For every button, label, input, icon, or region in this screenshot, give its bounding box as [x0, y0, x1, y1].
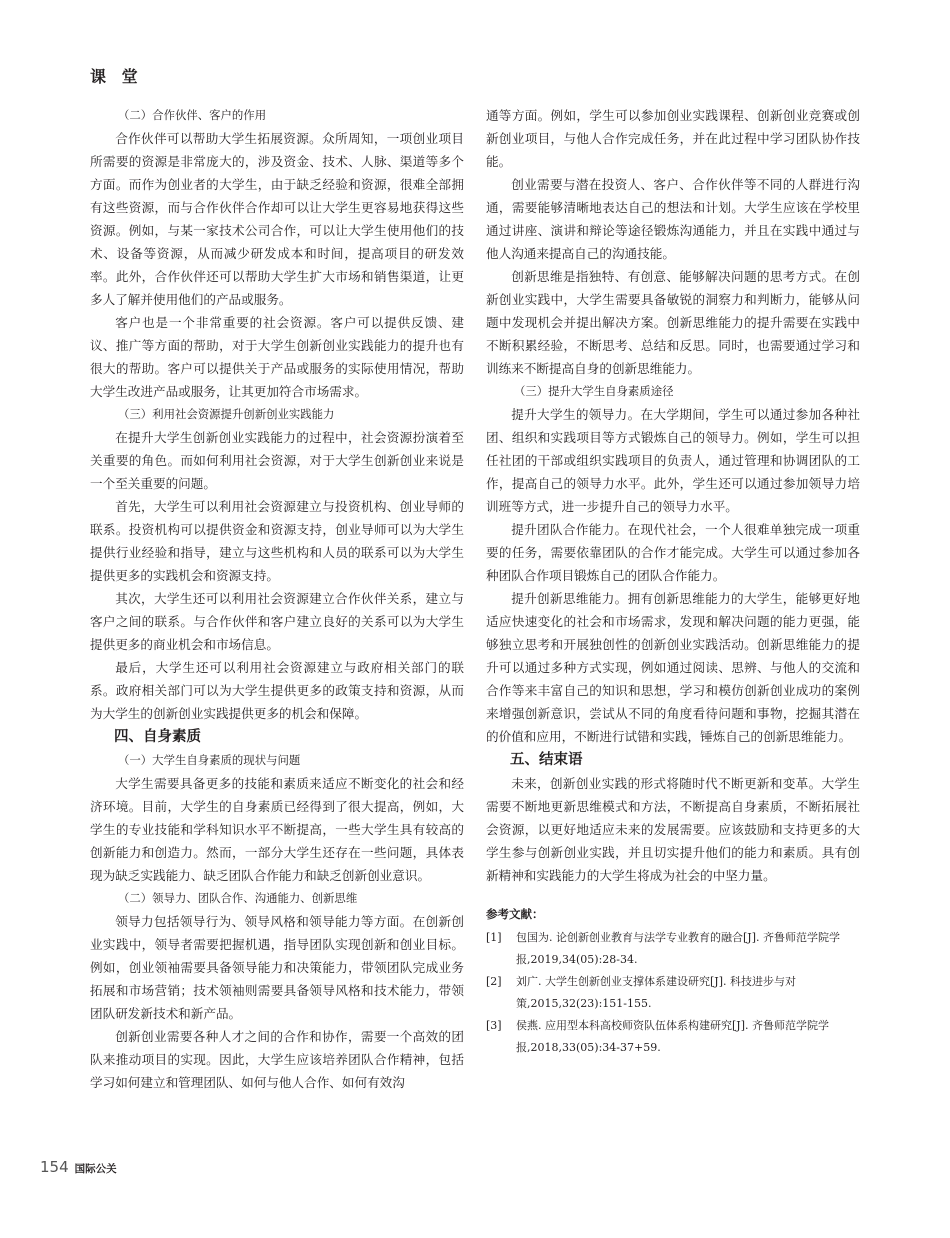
paragraph: 其次，大学生还可以利用社会资源建立合作伙伴关系，建立与客户之间的联系。与合作伙伴和客户建立良好的关系可以为大学生提供更多的商业机会和市场信息。 — [90, 591, 464, 652]
reference-number: [2] — [486, 975, 502, 988]
references-title: 参考文献： — [486, 907, 544, 921]
page-number: 154 — [40, 1158, 69, 1176]
subheading-improvement-ways: （三）提升大学生自身素质途径 — [514, 384, 674, 398]
paragraph: 在提升大学生创新创业实践能力的过程中，社会资源扮演着至关重要的角色。而如何利用社会资源，对于大学生创新创业来说是一个至关重要的问题。 — [90, 430, 464, 491]
paragraph: 合作伙伴可以帮助大学生拓展资源。众所周知，一项创业项目所需要的资源是非常庞大的，涉及资金、技术、人脉、渠道等多个方面。而作为创业者的大学生，由于缺乏经验和资源，很难全部拥有这些资源，而与合作伙伴合作却可以让大学生更容易地获得这些资源。例如，与某一家技术公司合作，可以让大学生使用他们的技术、设备等资源，从而减少研发成本和时间，提高项目的研发效率。此外，合作伙伴还可以帮助大学生扩大市场和销售渠道，让更多人了解并使用他们的产品或服务。 — [90, 131, 464, 307]
subheading-current-state: （一）大学生自身素质的现状与问题 — [118, 753, 301, 767]
left-column — [90, 104, 464, 1094]
subheading-partners: （二）合作伙伴、客户的作用 — [118, 108, 267, 122]
paragraph: 创业需要与潜在投资人、客户、合作伙伴等不同的人群进行沟通，需要能够清晰地表达自己的想法和计划。大学生应该在学校里通过讲座、演讲和辩论等途径锻炼沟通能力，并且在实践中通过与他人沟通来提高自己的沟通技能。 — [486, 177, 860, 261]
section-heading-5: 五、结束语 — [510, 752, 583, 768]
reference-number: [1] — [486, 931, 502, 944]
paragraph: 创新创业需要各种人才之间的合作和协作，需要一个高效的团队来推动项目的实现。因此，大学生应该培养团队合作精神，包括学习如何建立和管理团队、如何与他人合作、如何有效沟 — [90, 1029, 464, 1090]
reference-text: 刘广. 大学生创新创业支撑体系建设研究[J]. 科技进步与对策,2015,32(23):151-155. — [516, 975, 796, 1010]
paragraph: 未来，创新创业实践的形式将随时代不断更新和变革。大学生需要不断地更新思维模式和方法，不断提高自身素质，不断拓展社会资源，以更好地适应未来的发展需要。应该鼓励和支持更多的大学生参与创新创业实践，并且切实提升他们的能力和素质。具有创新精神和实践能力的大学生将成为社会的中坚力量。 — [486, 776, 860, 883]
section-heading-4: 四、自身素质 — [114, 729, 201, 745]
paragraph: 提升创新思维能力。拥有创新思维能力的大学生，能够更好地适应快速变化的社会和市场需求，发现和解决问题的能力更强，能够独立思考和开展独创性的创新创业实践活动。创新思维能力的提升可以通过多种方式实现，例如通过阅读、思辨、与他人的交流和合作等来丰富自己的知识和思想，学习和模仿创新创业成功的案例来增强创新意识，尝试从不同的角度看待问题和事物，挖掘其潜在的价值和应用，不断进行试错和实践，锤炼自己的创新思维能力。 — [486, 591, 860, 744]
paragraph: 创新思维是指独特、有创意、能够解决问题的思考方式。在创新创业实践中，大学生需要具备敏锐的洞察力和判断力，能够从问题中发现机会并提出解决方案。创新思维能力的提升需要在实践中不断积累经验，不断思考、总结和反思。同时，也需要通过学习和训练来不断提高自身的创新思维能力。 — [486, 269, 860, 376]
paragraph-continued: 通等方面。例如，学生可以参加创业实践课程、创新创业竞赛或创新创业项目，与他人合作完成任务，并在此过程中学习团队协作技能。 — [486, 108, 860, 169]
reference-number: [3] — [486, 1019, 502, 1032]
reference-item — [486, 971, 860, 1015]
paragraph: 提升大学生的领导力。在大学期间，学生可以通过参加各种社团、组织和实践项目等方式锻炼自己的领导力。例如，学生可以担任社团的干部或组织实践项目的负责人，通过管理和协调团队的工作，提高自己的领导力水平。此外，学生还可以通过参加领导力培训班等方式，进一步提升自己的领导力水平。 — [486, 407, 860, 514]
paragraph: 客户也是一个非常重要的社会资源。客户可以提供反馈、建议、推广等方面的帮助，对于大学生创新创业实践能力的提升也有很大的帮助。客户可以提供关于产品或服务的实际使用情况，帮助大学生改进产品或服务，让其更加符合市场需求。 — [90, 315, 464, 399]
reference-text: 侯燕. 应用型本科高校师资队伍体系构建研究[J]. 齐鲁师范学院学报,2018,33(05):34-37+59. — [516, 1019, 829, 1054]
reference-item — [486, 927, 860, 971]
paragraph: 提升团队合作能力。在现代社会，一个人很难单独完成一项重要的任务，需要依靠团队的合作才能完成。大学生可以通过参加各种团队合作项目锻炼自己的团队合作能力。 — [486, 522, 860, 583]
page-header-title: 课 堂 — [90, 67, 143, 86]
page-footer — [40, 1158, 117, 1176]
journal-name: 国际公关 — [74, 1163, 117, 1175]
paragraph: 大学生需要具备更多的技能和素质来适应不断变化的社会和经济环境。目前，大学生的自身素质已经得到了很大提高，例如，大学生的专业技能和学科知识水平不断提高，一些大学生具有较高的创新能力和创造力。然而，一部分大学生还存在一些问题，具体表现为缺乏实践能力、缺乏团队合作能力和缺乏创新创业意识。 — [90, 776, 464, 883]
subheading-leadership: （二）领导力、团队合作、沟通能力、创新思维 — [118, 891, 358, 905]
paragraph: 领导力包括领导行为、领导风格和领导能力等方面。在创新创业实践中，领导者需要把握机遇，指导团队实现创新和创业目标。例如，创业领袖需要具备领导能力和决策能力，带领团队完成业务拓展和市场营销；技术领袖则需要具备领导风格和技术能力，带领团队研发新技术和新产品。 — [90, 914, 464, 1021]
right-column — [486, 104, 860, 1059]
paragraph: 最后，大学生还可以利用社会资源建立与政府相关部门的联系。政府相关部门可以为大学生提供更多的政策支持和资源，从而为大学生的创新创业实践提供更多的机会和保障。 — [90, 660, 464, 721]
reference-item — [486, 1015, 860, 1059]
reference-text: 包国为. 论创新创业教育与法学专业教育的融合[J]. 齐鲁师范学院学报,2019,34(05):28-34. — [516, 931, 840, 966]
paragraph: 首先，大学生可以利用社会资源建立与投资机构、创业导师的联系。投资机构可以提供资金和资源支持，创业导师可以为大学生提供行业经验和指导，建立与这些机构和人员的联系可以为大学生提供更多的实践机会和资源支持。 — [90, 499, 464, 583]
subheading-social-resources: （三）利用社会资源提升创新创业实践能力 — [118, 407, 335, 421]
